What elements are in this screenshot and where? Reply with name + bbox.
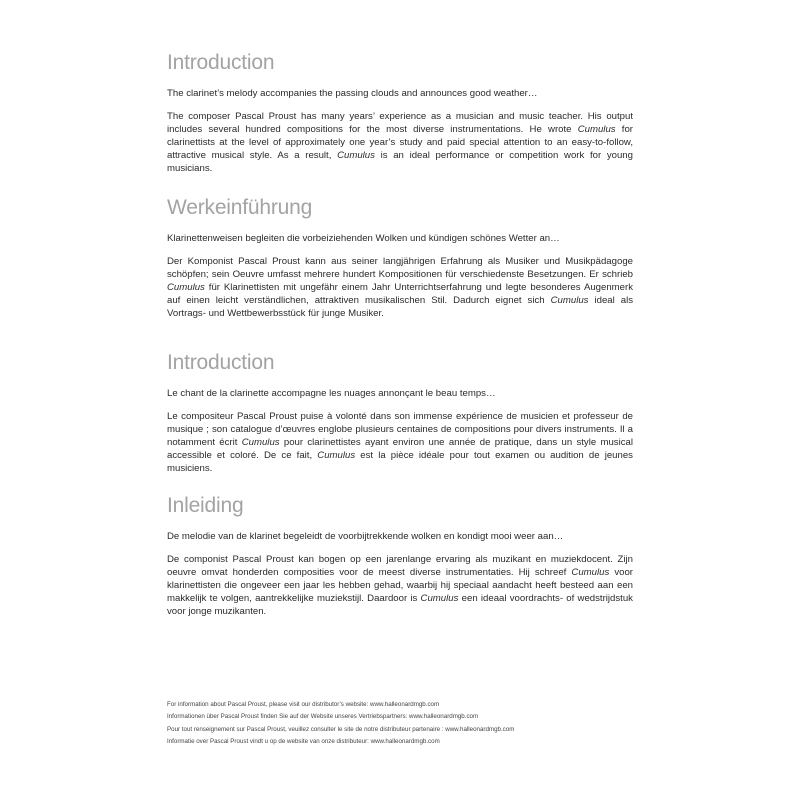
- work-title: Cumulus: [577, 124, 616, 135]
- section-heading: Inleiding: [167, 494, 244, 517]
- work-title: Cumulus: [571, 567, 610, 578]
- section-werkeinfuehrung-de: [167, 195, 633, 320]
- section-inleiding-nl: [167, 493, 633, 618]
- work-title: Cumulus: [550, 295, 589, 306]
- section-heading: Introduction: [167, 51, 275, 74]
- work-title: Cumulus: [317, 450, 356, 461]
- section-heading: Introduction: [167, 351, 275, 374]
- section-lead: Le chant de la clarinette accompagne les nuages annonçant le beau temps…: [167, 388, 496, 399]
- footer-line-nl: Informatie over Pascal Proust vindt u op de website van onze distributeur: www.halleonardmgb.com: [167, 737, 440, 745]
- footer-line-en: For information about Pascal Proust, please visit our distributor’s website: www.halleonardmgb.com: [167, 701, 440, 708]
- section-body: The composer Pascal Proust has many years’ experience as a musician and music teacher. His output includes several hundred compositions for the most diverse instrumentations. He wrote Cumulus for clarinettists at the level of approximately one year’s study and paid special attention to an easy-to-follow, attractive musical style. As a result, Cumulus is an ideal performance or competition work for young musicians.: [167, 111, 633, 174]
- work-title: Cumulus: [337, 150, 375, 161]
- section-body: Der Komponist Pascal Proust kann aus seiner langjährigen Erfahrung als Musiker und Musikpädagoge schöpfen; sein Oeuvre umfasst mehrere hundert Kompositionen für verschiedenste Besetzungen. Er schrieb Cumulus für Klarinettisten mit ungefähr einem Jahr Unterrichtserfahrung und legte besonderes Augenmerk auf einen leicht verständlichen, attraktiven musikalischen Stil. Dadurch eignet sich Cumulus ideal als Vortrags- und Wettbewerbsstück für junge Musiker.: [167, 256, 633, 319]
- section-heading: Werkeinführung: [167, 196, 313, 219]
- section-lead: The clarinet’s melody accompanies the passing clouds and announces good weather…: [167, 88, 538, 99]
- section-lead: Klarinettenweisen begleiten die vorbeiziehenden Wolken und kündigen schönes Wetter an…: [167, 233, 560, 244]
- work-title: Cumulus: [241, 437, 280, 448]
- section-introduction-en: [167, 50, 633, 175]
- section-lead: De melodie van de klarinet begeleidt de voorbijtrekkende wolken en kondigt mooi weer aan…: [167, 531, 564, 542]
- footer-line-de: Informationen über Pascal Proust finden Sie auf der Website unseres Vertriebspartners: www.halleonardmgb.com: [167, 713, 479, 721]
- footer-distributor-info: [167, 699, 633, 748]
- section-body: Le compositeur Pascal Proust puise à volonté dans son immense expérience de musicien et professeur de musique ; son catalogue d’œuvres englobe plusieurs centaines de compositions pour divers instruments. Il a notamment écrit Cumulus pour clarinettistes ayant environ une année de pratique, dans un style musical accessible et coloré. De ce fait, Cumulus est la pièce idéale pour tout examen ou audition de jeunes musiciens.: [167, 411, 633, 474]
- section-introduction-fr: [167, 350, 633, 475]
- footer-line-fr: Pour tout renseignement sur Pascal Proust, veuillez consulter le site de notre distributeur partenaire : www.halleonardmgb.com: [167, 725, 515, 733]
- work-title: Cumulus: [420, 593, 459, 604]
- work-title: Cumulus: [167, 282, 205, 293]
- section-body: De componist Pascal Proust kan bogen op een jarenlange ervaring als muzikant en muziekdocent. Zijn oeuvre omvat honderden composities voor de meest diverse instrumentaties. Hij schreef Cumulus voor klarinettisten die ongeveer een jaar les hebben gehad, waarbij hij speciaal aandacht heeft besteed aan een makkelijk te volgen, aantrekkelijke muziekstijl. Daardoor is Cumulus een ideaal voordrachts- of wedstrijdstuk voor jonge muzikanten.: [167, 554, 633, 617]
